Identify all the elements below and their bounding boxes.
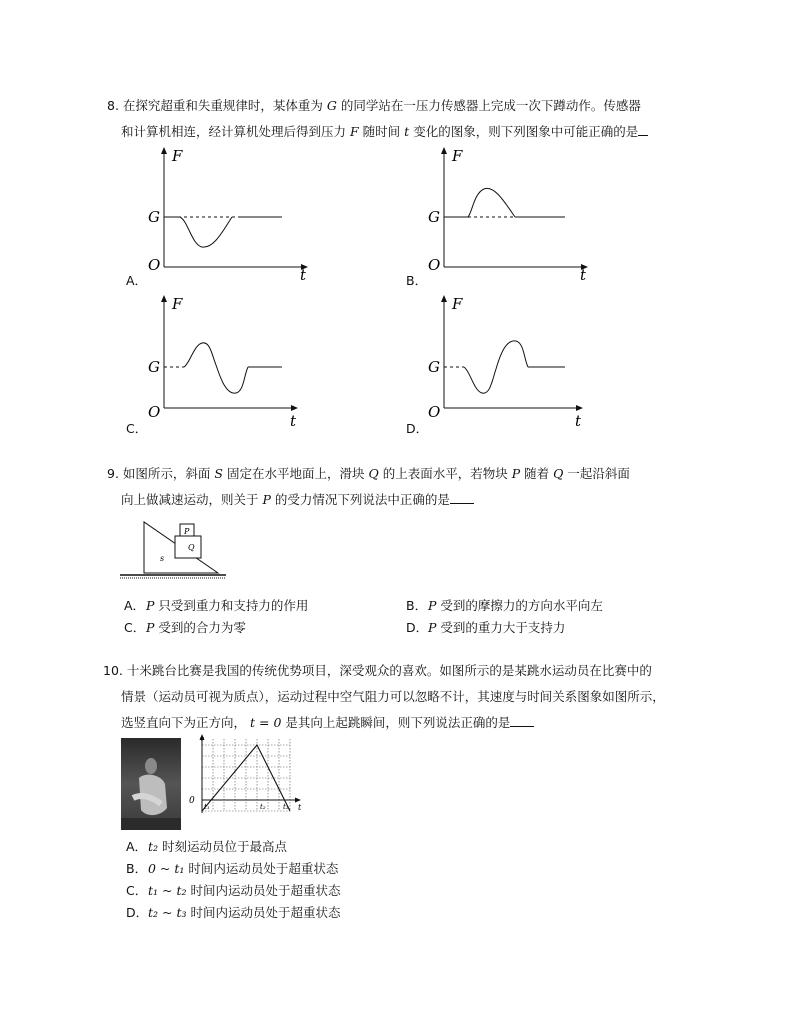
q10-number: 10. [103,663,123,678]
s-incline-label: s [160,554,165,563]
q-block-label: Q [188,543,195,552]
q10-option-a[interactable]: A．t₂ 时刻运动员位于最高点 [126,839,288,854]
q10-line-3: 选竖直向下为正方向， t = 0 是其向上起跳瞬间，则下列说法正确的是 [121,714,534,732]
origin-label: 0 [189,796,195,806]
svg-text:G: G [148,358,160,376]
q9-line-2: 向上做减速运动，则关于 P 的受力情况下列说法中正确的是 [121,491,474,509]
q8-graph-a [140,145,315,280]
q8-line-1: 8. 在探究超重和失重规律时，某体重为 G 的同学站在一压力传感器上完成一次下蹲动作。传感器 [107,98,641,113]
q9-number: 9. [107,466,119,481]
q8-option-c[interactable]: C． [126,421,148,436]
q9-option-b[interactable]: B．P 受到的摩擦力的方向水平向左 [406,598,603,613]
v-axis-label: v [200,735,204,743]
q8-graph-d [420,293,595,428]
svg-text:O: O [428,403,441,421]
svg-text:G: G [428,208,440,226]
t2-label: t₂ [260,803,266,811]
q9-option-c[interactable]: C．P 受到的合力为零 [124,620,246,635]
p-block-label: P [184,527,190,536]
svg-text:O: O [148,403,161,421]
t1-label: t₁ [204,803,210,811]
g-label: G [148,208,160,226]
q10-option-c[interactable]: C．t₁ ~ t₂ 时间内运动员处于超重状态 [126,883,341,898]
q10-line-2: 情景（运动员可视为质点），运动过程中空气阻力可以忽略不计，其速度与时间关系图象如图所示， [121,689,665,704]
q9-option-d[interactable]: D．P 受到的重力大于支持力 [406,620,566,635]
svg-text:F: F [172,295,183,313]
answer-blank [510,714,534,727]
svg-text:t: t [575,412,582,428]
answer-blank [450,491,474,504]
svg-text:F: F [452,147,463,165]
q8-graph-b [420,145,595,280]
q8-option-a[interactable]: A． [126,273,148,288]
svg-text:O: O [428,256,441,274]
t-axis-label: t [300,266,307,280]
q8-number: 8. [107,98,119,113]
t-axis-label: t [298,803,302,812]
q8-line-2: 和计算机相连，经计算机处理后得到压力 F 随时间 t 变化的图象，则下列图象中可能正确的是 [121,123,648,141]
svg-text:F: F [452,295,463,313]
q8-graph-c [140,293,315,428]
answer-blank [638,123,648,136]
q9-option-a[interactable]: A．P 只受到重力和支持力的作用 [124,598,309,613]
svg-text:G: G [428,358,440,376]
q10-line-1: 10. 十米跳台比赛是我国的传统优势项目，深受观众的喜欢。如图所示的是某跳水运动员在比赛中的 [103,663,652,678]
svg-text:t: t [290,412,297,428]
q10-vt-graph [186,733,306,833]
q9-incline-figure [118,515,228,581]
diver-photo [121,738,181,830]
q10-option-b[interactable]: B．0 ~ t₁ 时间内运动员处于超重状态 [126,861,339,876]
q8-option-d[interactable]: D． [406,421,429,436]
q9-line-1: 9. 如图所示，斜面 S 固定在水平地面上，滑块 Q 的上表面水平，若物块 P 随着 Q 一起沿斜面 [107,466,630,481]
svg-text:t: t [580,266,587,280]
q8-option-b[interactable]: B． [406,273,428,288]
t3-label: t₃ [283,803,289,811]
origin-label: O [148,256,161,274]
f-axis-label: F [172,147,183,165]
q10-option-d[interactable]: D．t₂ ~ t₃ 时间内运动员处于超重状态 [126,905,341,920]
